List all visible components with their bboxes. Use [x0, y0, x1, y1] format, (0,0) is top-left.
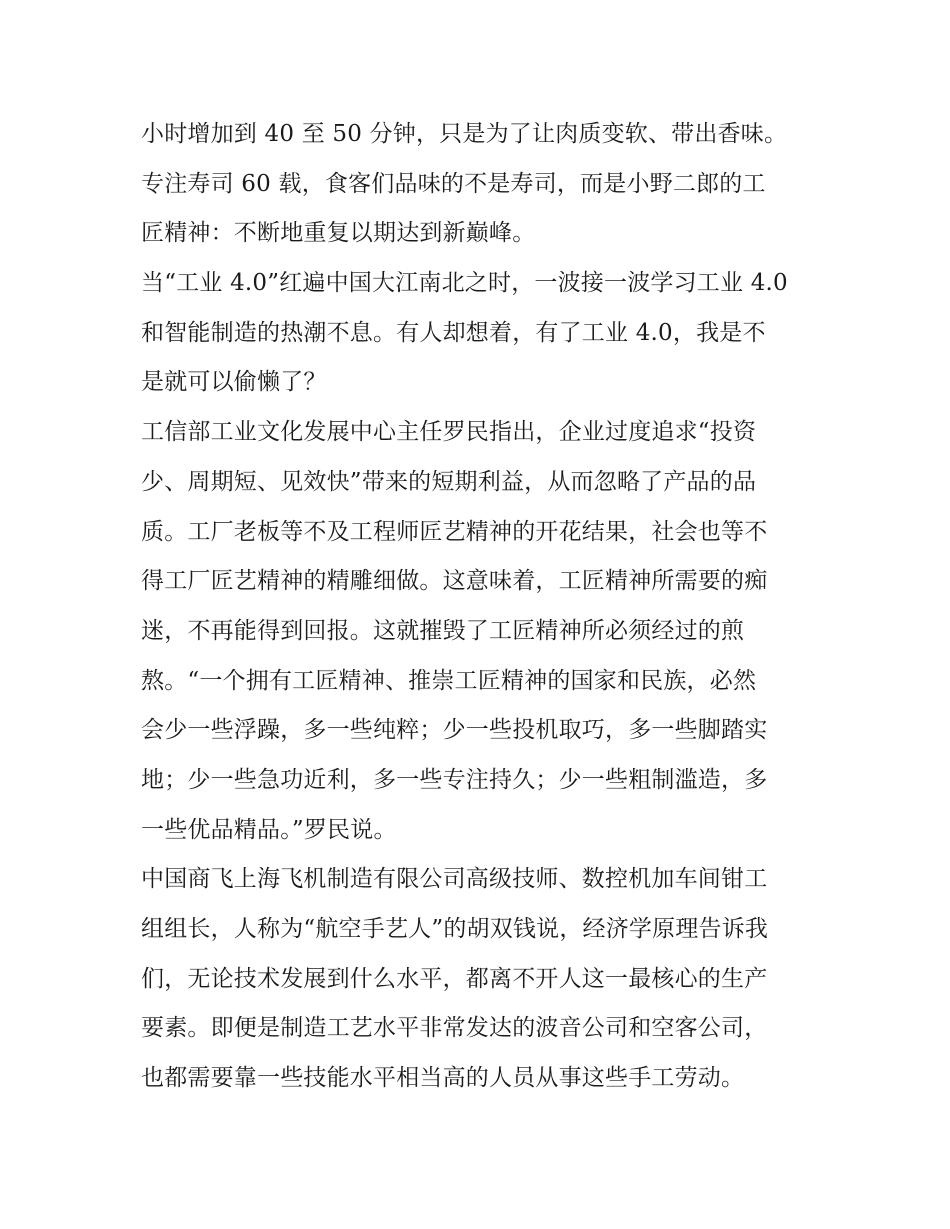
text-line: 也都需要靠一些技能水平相当高的人员从事这些手工劳动。: [141, 1065, 745, 1092]
text-line: 会少一些浮躁，多一些纯粹；少一些投机取巧，多一些脚踏实: [141, 717, 768, 744]
text-line: 得工厂匠艺精神的精雕细做。这意味着，工匠精神所需要的痴: [141, 568, 768, 595]
body-text: [141, 110, 821, 1104]
text-line: 专注寿司 60 载，食客们品味的不是寿司，而是小野二郎的工: [141, 170, 766, 197]
text-line: 工信部工业文化发展中心主任罗民指出，企业过度追求“投资: [141, 419, 757, 446]
text-line: 当“工业 4.0”红遍中国大江南北之时，一波接一波学习工业 4.0: [141, 270, 788, 297]
text-line: 匠精神：不断地重复以期达到新巅峰。: [141, 220, 536, 247]
text-line: 一些优品精品。”罗民说。: [141, 816, 397, 843]
text-line: 要素。即便是制造工艺水平非常发达的波音公司和空客公司，: [141, 1015, 768, 1042]
text-line: 少、周期短、见效快”带来的短期利益，从而忽略了产品的品: [141, 468, 757, 495]
text-line: 是就可以偷懒了？: [141, 369, 327, 396]
text-line: 组组长，人称为“航空手艺人”的胡双钱说，经济学原理告诉我: [141, 916, 769, 942]
text-line: 熬。“一个拥有工匠精神、推崇工匠精神的国家和民族，必然: [141, 667, 757, 694]
text-line: 小时增加到 40 至 50 分钟，只是为了让肉质变软、带出香味。: [141, 121, 788, 147]
text-line: 中国商飞上海飞机制造有限公司高级技师、数控机加车间钳工: [141, 866, 768, 893]
text-line: 们，无论技术发展到什么水平，都离不开人这一最核心的生产: [141, 965, 768, 992]
text-line: 迷，不再能得到回报。这就摧毁了工匠精神所必须经过的煎: [141, 617, 745, 644]
text-line: 质。工厂老板等不及工程师匠艺精神的开花结果，社会也等不: [141, 518, 768, 545]
text-line: 和智能制造的热潮不息。有人却想着，有了工业 4.0，我是不: [141, 319, 766, 346]
text-line: 地；少一些急功近利，多一些专注持久；少一些粗制滥造，多: [141, 766, 768, 793]
